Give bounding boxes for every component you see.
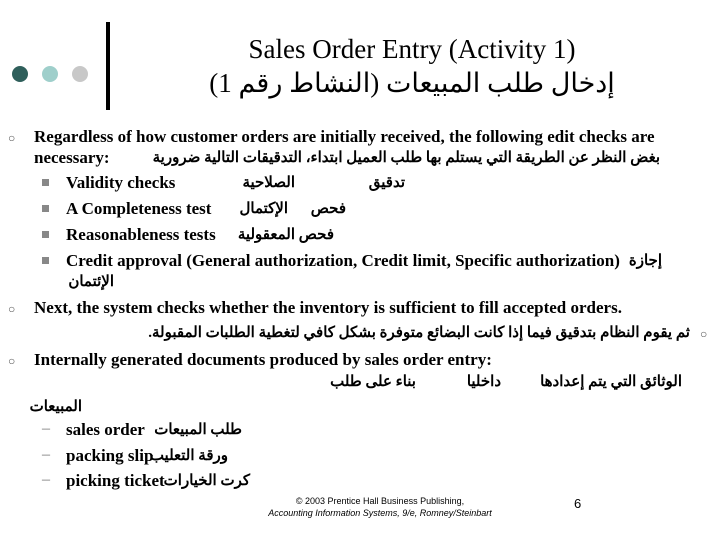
dash-bullet-icon: – bbox=[42, 446, 50, 463]
p3-arabic-b: داخليا bbox=[466, 374, 501, 390]
p1-line2-arabic: بغض النظر عن الطريقة التي يستلم بها طلب العميل ابتداء، التدقيقات التالية ضرورية bbox=[152, 150, 660, 166]
doc-2-ar: ورقة التعليب bbox=[149, 448, 228, 464]
square-bullet-icon bbox=[42, 179, 49, 186]
slide-title-arabic: إدخال طلب المبيعات (النشاط رقم 1) bbox=[209, 68, 615, 98]
decor-dot-light bbox=[72, 66, 88, 82]
p2-arabic: ثم يقوم النظام بتدقيق فيما إذا كانت البضائع متوفرة بشكل كافي لتغطية الطلبات المقبولة. bbox=[148, 325, 690, 341]
doc-3-en: picking ticket bbox=[66, 471, 165, 490]
title-divider bbox=[106, 22, 110, 110]
bullet-icon: ○ bbox=[8, 354, 16, 368]
page-number: 6 bbox=[574, 496, 582, 511]
decor-dot-mid bbox=[42, 66, 58, 82]
bullet-icon: ○ bbox=[8, 131, 16, 145]
check-2-ar2: فحص bbox=[310, 201, 346, 217]
check-1-ar1: الصلاحية bbox=[242, 175, 295, 191]
doc-2-en: packing slip bbox=[66, 446, 154, 465]
check-3-en: Reasonableness tests bbox=[66, 225, 216, 244]
bullet-icon: ○ bbox=[700, 327, 708, 341]
check-4-ar1: إجازة bbox=[628, 253, 662, 269]
square-bullet-icon bbox=[42, 231, 49, 238]
decor-dot-dark bbox=[12, 66, 28, 82]
bullet-icon: ○ bbox=[8, 302, 16, 316]
p3-arabic-c: بناء على طلب bbox=[330, 374, 416, 390]
p1-line2: necessary: bbox=[34, 148, 110, 167]
doc-3-ar: كرت الخيارات bbox=[163, 473, 250, 489]
check-3-ar1: فحص المعقولية bbox=[237, 227, 334, 243]
square-bullet-icon bbox=[42, 257, 49, 264]
check-2-en: A Completeness test bbox=[66, 199, 212, 218]
check-1-ar2: تدقيق bbox=[368, 175, 405, 191]
doc-1-ar: طلب المبيعات bbox=[154, 422, 242, 438]
doc-1-en: sales order bbox=[66, 420, 145, 439]
check-4-ar2: الإئتمان bbox=[68, 274, 114, 290]
dash-bullet-icon: – bbox=[42, 471, 50, 488]
check-1-en: Validity checks bbox=[66, 173, 176, 192]
check-4-en: Credit approval (General authorization, Credit limit, Specific authorization) bbox=[66, 251, 620, 270]
p3-arabic-a: الوثائق التي يتم إعدادها bbox=[540, 374, 682, 390]
p2-english: Next, the system checks whether the inventory is sufficient to fill accepted orders. bbox=[34, 298, 622, 317]
p3-arabic-d: المبيعات bbox=[29, 399, 82, 415]
p1-line1: Regardless of how customer orders are initially received, the following edit checks are bbox=[34, 127, 655, 146]
slide-title: Sales Order Entry (Activity 1) bbox=[248, 34, 576, 64]
dash-bullet-icon: – bbox=[42, 420, 50, 437]
square-bullet-icon bbox=[42, 205, 49, 212]
footer-citation: Accounting Information Systems, 9/e, Romney/Steinbart bbox=[268, 508, 492, 518]
check-2-ar1: الإكتمال bbox=[239, 201, 288, 217]
p3-english: Internally generated documents produced by sales order entry: bbox=[34, 350, 492, 369]
footer-copyright: © 2003 Prentice Hall Business Publishing, bbox=[295, 496, 465, 506]
